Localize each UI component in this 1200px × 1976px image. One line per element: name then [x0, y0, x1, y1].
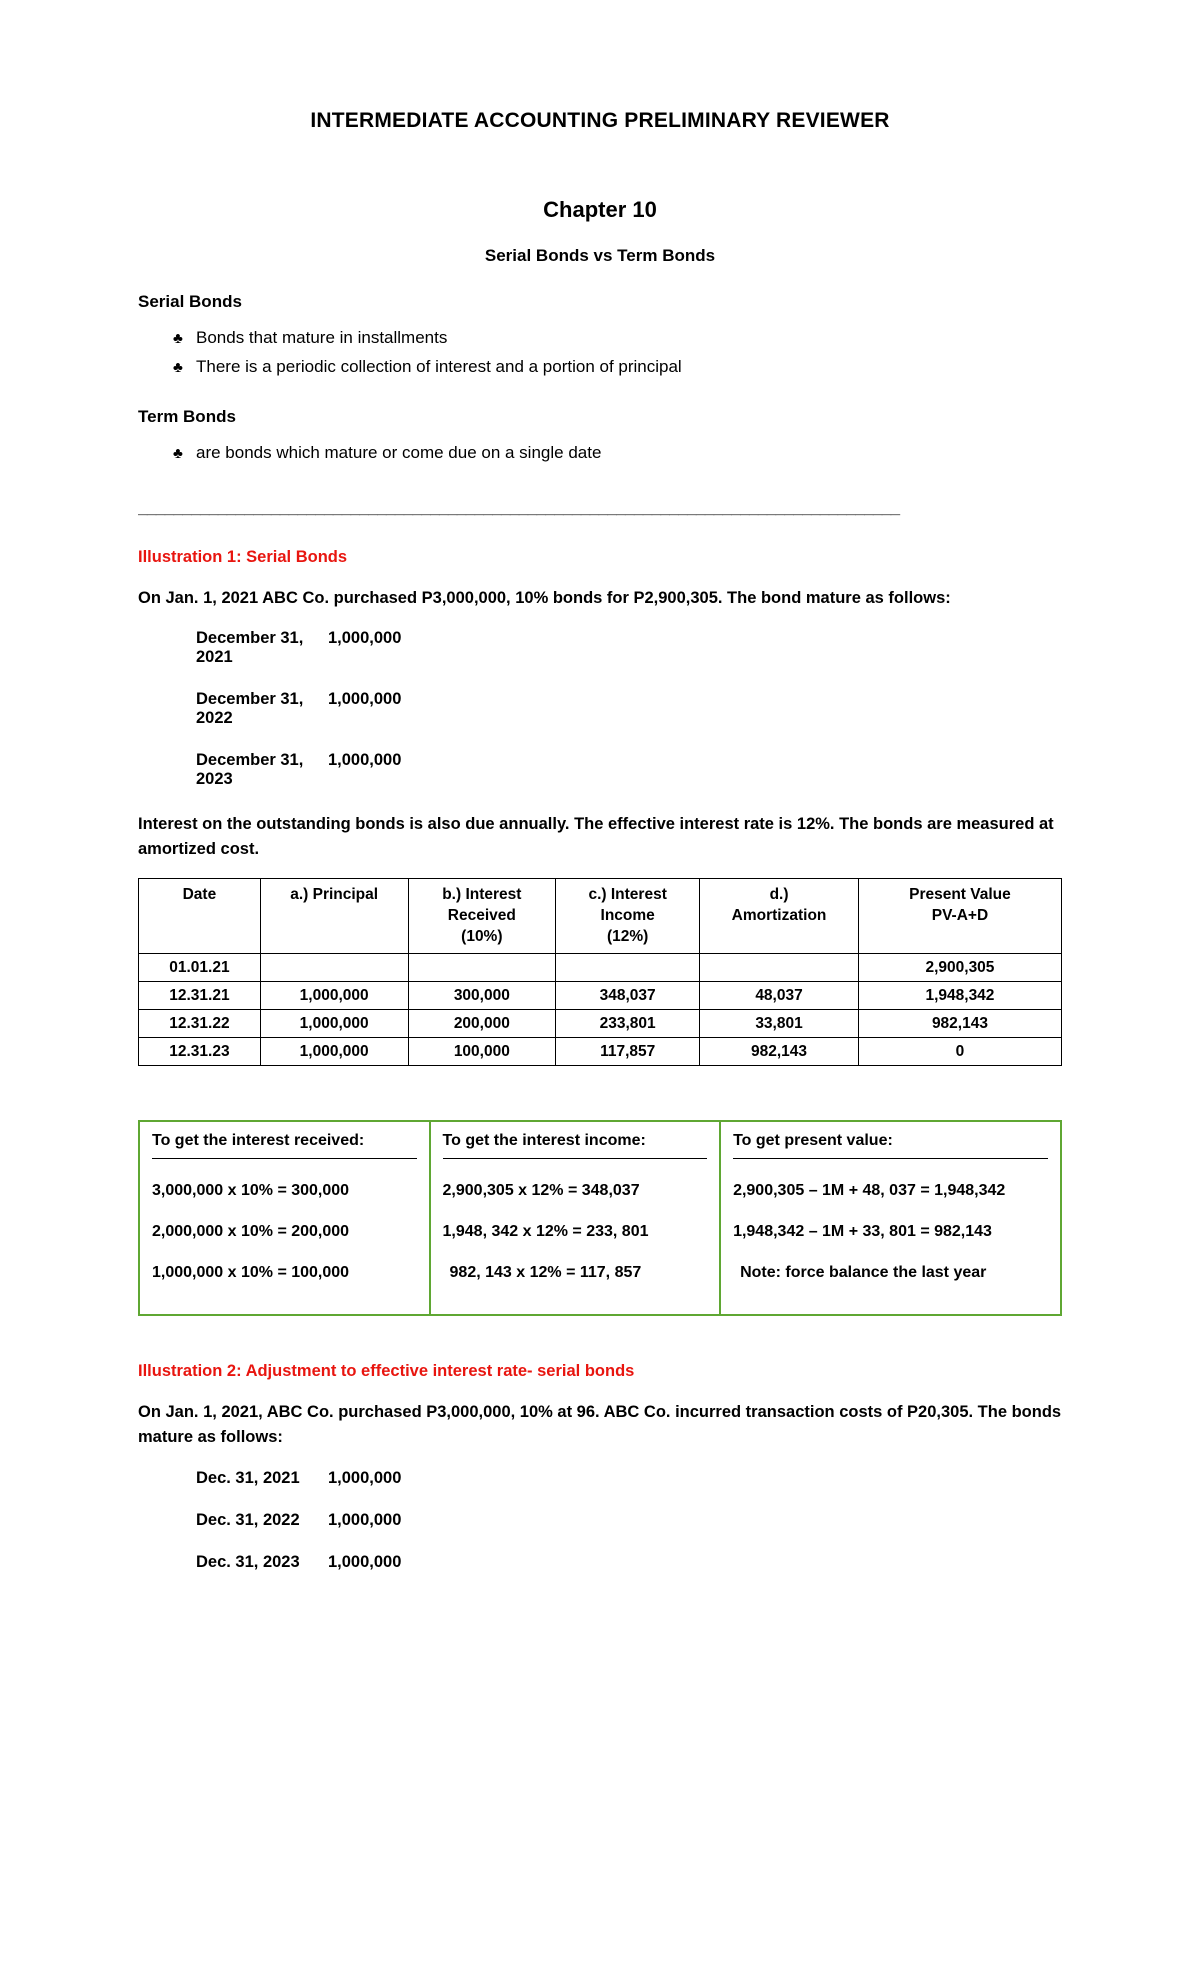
list-item	[138, 325, 1062, 352]
section-heading-serial-bonds: Serial Bonds	[138, 292, 242, 311]
list-item-label: are bonds which mature or come due on a single date	[196, 442, 602, 462]
cell-amortization	[700, 954, 859, 982]
cell-present-value: 1,948,342	[858, 982, 1061, 1010]
note-line: 1,000,000 x 10% = 100,000	[152, 1264, 350, 1282]
page-title: INTERMEDIATE ACCOUNTING PRELIMINARY REVIEWER	[310, 109, 890, 132]
note-column-interest-income	[430, 1121, 721, 1315]
header-line: d.)	[769, 885, 789, 903]
cell-principal	[260, 954, 408, 982]
note-line: 1,948, 342 x 12% = 233, 801	[442, 1223, 649, 1241]
header-line: Income	[600, 906, 655, 924]
cell-amortization: 982,143	[700, 1038, 859, 1066]
note-line: Note: force balance the last year	[740, 1264, 987, 1282]
maturity-date: December 31, 2021	[196, 628, 304, 666]
maturity-date: Dec. 31, 2023	[196, 1552, 300, 1571]
table-row	[139, 1038, 1062, 1066]
club-bullet-icon: ♣	[173, 330, 183, 347]
illustration-1-paragraph-2: Interest on the outstanding bonds is also due annually. The effective interest rate is 12%. The bonds are measured at amortized cost.	[138, 814, 1054, 858]
header-line: a.) Principal	[290, 885, 379, 903]
cell-present-value: 982,143	[858, 1010, 1061, 1038]
header-line: PV-A+D	[931, 906, 989, 924]
cell-amortization: 48,037	[700, 982, 859, 1010]
header-line: Date	[182, 885, 217, 903]
list-item-label: There is a periodic collection of interest and a portion of principal	[196, 356, 682, 376]
amortization-table	[138, 878, 1062, 1067]
cell-received	[408, 954, 556, 982]
note-line: 1,948,342 – 1M + 33, 801 = 982,143	[733, 1223, 992, 1241]
cell-income: 348,037	[556, 982, 700, 1010]
maturity-amount: 1,000,000	[328, 750, 402, 769]
illustration-2-maturity-list	[138, 1469, 1062, 1572]
club-bullet-icon: ♣	[173, 358, 183, 376]
cell-income: 233,801	[556, 1010, 700, 1038]
cell-income	[556, 954, 700, 982]
cell-principal: 1,000,000	[260, 982, 408, 1010]
cell-date: 12.31.23	[139, 1038, 261, 1066]
illustration-2-paragraph: On Jan. 1, 2021, ABC Co. purchased P3,000,000, 10% at 96. ABC Co. incurred transaction costs of P20,305. The bonds mature as follows:	[138, 1403, 1062, 1447]
maturity-amount: 1,000,000	[328, 1468, 402, 1487]
column-header-interest-received	[408, 878, 556, 953]
maturity-amount: 1,000,000	[328, 628, 402, 647]
cell-principal: 1,000,000	[260, 1038, 408, 1066]
list-item	[138, 354, 1062, 381]
cell-received: 300,000	[408, 982, 556, 1010]
maturity-row	[138, 690, 1062, 728]
cell-received: 100,000	[408, 1038, 556, 1066]
cell-income: 117,857	[556, 1038, 700, 1066]
chapter-heading: Chapter 10	[543, 197, 657, 222]
list-item-label: Bonds that mature in installments	[196, 328, 448, 347]
serial-bonds-bullet-list	[138, 325, 1062, 381]
note-line: 982, 143 x 12% = 117, 857	[449, 1264, 642, 1282]
chapter-subtitle: Serial Bonds vs Term Bonds	[484, 246, 716, 265]
illustration-2-heading: Illustration 2: Adjustment to effective interest rate- serial bonds	[138, 1362, 635, 1381]
cell-present-value: 2,900,305	[858, 954, 1061, 982]
table-row	[139, 982, 1062, 1010]
maturity-date: December 31, 2022	[196, 689, 304, 727]
title-spacer	[138, 133, 1062, 197]
column-header-principal	[260, 878, 408, 953]
illustration-1-heading: Illustration 1: Serial Bonds	[138, 547, 348, 566]
maturity-date: Dec. 31, 2022	[196, 1510, 300, 1529]
maturity-row	[138, 1511, 1062, 1530]
maturity-date: December 31, 2023	[196, 750, 304, 788]
table-row	[139, 954, 1062, 982]
cell-date: 12.31.21	[139, 982, 261, 1010]
term-bonds-bullet-list	[138, 440, 1062, 467]
section-heading-term-bonds: Term Bonds	[138, 406, 236, 426]
maturity-amount: 1,000,000	[328, 689, 402, 708]
note-line: 2,900,305 – 1M + 48, 037 = 1,948,342	[733, 1182, 1006, 1200]
maturity-row	[138, 751, 1062, 789]
note-line: 2,000,000 x 10% = 200,000	[152, 1223, 350, 1241]
cell-date: 12.31.22	[139, 1010, 261, 1038]
maturity-row	[138, 1469, 1062, 1488]
note-column-present-value	[720, 1121, 1061, 1315]
header-line: c.) Interest	[588, 885, 667, 903]
cell-present-value: 0	[858, 1038, 1061, 1066]
column-header-interest-income	[556, 878, 700, 953]
maturity-amount: 1,000,000	[328, 1510, 402, 1529]
header-line: b.) Interest	[442, 885, 522, 903]
maturity-date: Dec. 31, 2021	[196, 1468, 300, 1487]
table-header-row	[139, 878, 1062, 953]
header-line: Amortization	[731, 906, 827, 924]
list-item	[138, 440, 1062, 467]
maturity-amount: 1,000,000	[328, 1552, 402, 1571]
note-column-header: To get the interest received:	[152, 1132, 417, 1159]
section-divider: ______________________________________________________________________________________	[138, 497, 900, 517]
header-line: (10%)	[461, 927, 503, 945]
header-line: Present Value	[909, 885, 1011, 903]
illustration-1-maturity-list	[138, 629, 1062, 789]
calculation-note-box	[138, 1120, 1062, 1316]
cell-principal: 1,000,000	[260, 1010, 408, 1038]
cell-date: 01.01.21	[139, 954, 261, 982]
note-column-header: To get the interest income:	[443, 1132, 708, 1159]
column-header-date	[139, 878, 261, 953]
cell-received: 200,000	[408, 1010, 556, 1038]
column-header-present-value	[858, 878, 1061, 953]
maturity-row	[138, 629, 1062, 667]
note-column-interest-received	[139, 1121, 430, 1315]
maturity-row	[138, 1553, 1062, 1572]
table-row	[139, 1010, 1062, 1038]
header-line: (12%)	[606, 927, 649, 945]
header-line: Received	[447, 906, 516, 924]
column-header-amortization	[700, 878, 859, 953]
illustration-1-paragraph: On Jan. 1, 2021 ABC Co. purchased P3,000,000, 10% bonds for P2,900,305. The bond mature as follows:	[138, 588, 951, 607]
cell-amortization: 33,801	[700, 1010, 859, 1038]
note-line: 2,900,305 x 12% = 348,037	[442, 1182, 640, 1200]
note-line: 3,000,000 x 10% = 300,000	[152, 1182, 350, 1200]
note-column-header: To get present value:	[733, 1132, 1048, 1159]
club-bullet-icon: ♣	[173, 444, 183, 462]
